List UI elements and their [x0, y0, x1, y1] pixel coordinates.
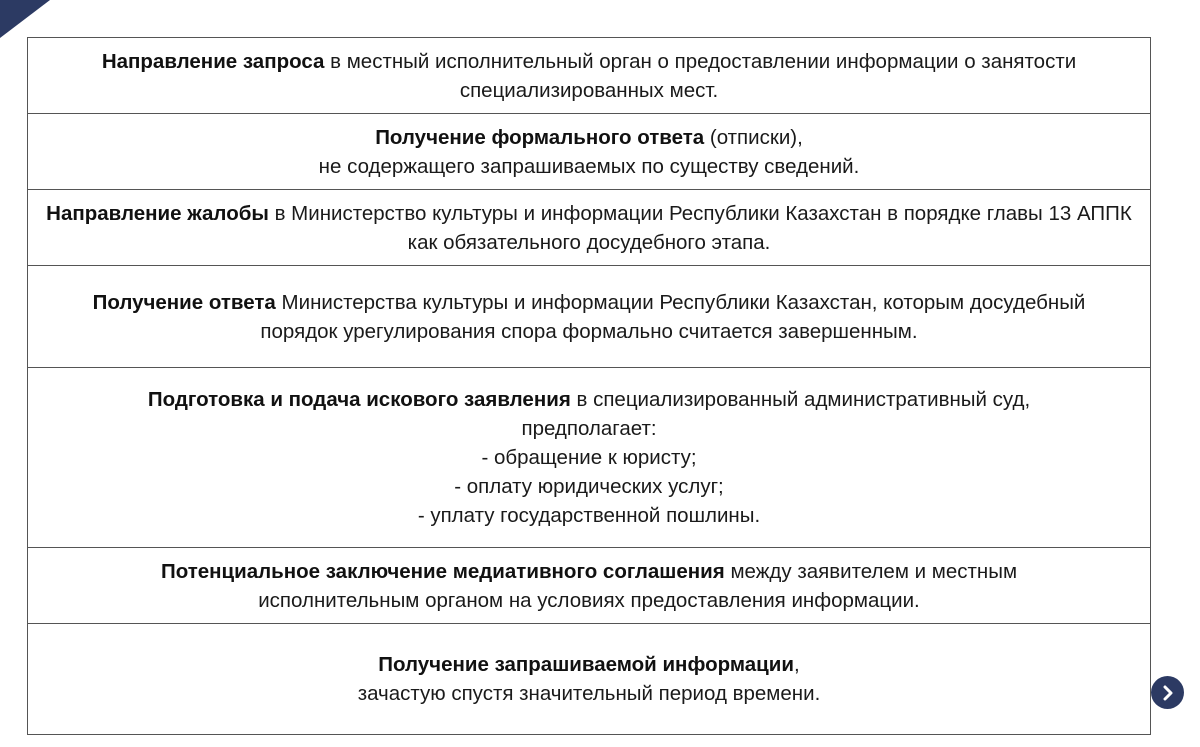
step-title: Направление жалобы [46, 201, 269, 225]
step-title: Получение ответа [92, 290, 276, 314]
step-text: (отписки), [704, 125, 803, 149]
next-slide-button[interactable] [1151, 676, 1184, 709]
step-5 [28, 368, 1150, 548]
chevron-right-icon [1160, 685, 1176, 701]
step-text: между заявителем и местным исполнительным органом на условиях предоставления информации. [258, 559, 1018, 612]
step-line: - оплату юридических услуг; [454, 475, 724, 498]
step-line: - уплату государственной пошлины. [417, 504, 761, 527]
step-6 [28, 548, 1150, 624]
step-text: в местный исполнительный орган о предоставлении информации о занятости специализированных мест. [324, 49, 1077, 102]
step-2 [28, 114, 1150, 190]
step-line: - обращение к юристу; [481, 446, 697, 469]
step-line: не содержащего запрашиваемых по существу сведений. [318, 154, 860, 178]
step-text: в Министерство культуры и информации Республики Казахстан в порядке главы 13 АППК как обязательного досудебного этапа. [268, 201, 1132, 254]
step-title: Направление запроса [101, 49, 325, 73]
step-1 [28, 38, 1150, 114]
step-title: Получение формального ответа [375, 125, 705, 149]
step-title: Подготовка и подача искового заявления [147, 388, 571, 411]
step-title: Получение запрашиваемой информации [378, 653, 794, 676]
process-steps-table [27, 37, 1151, 735]
step-text: , [794, 653, 800, 676]
step-3 [28, 190, 1150, 266]
decorative-corner [0, 0, 50, 38]
step-line: зачастую спустя значительный период времени. [357, 682, 821, 705]
step-title: Потенциальное заключение медиативного соглашения [160, 559, 725, 583]
step-text: Министерства культуры и информации Республики Казахстан, которым досудебный порядок урегулирования спора формально считается завершенным. [260, 290, 1086, 343]
step-7 [28, 624, 1150, 734]
step-4 [28, 266, 1150, 368]
step-text: в специализированный административный суд, предполагает: [521, 388, 1031, 440]
